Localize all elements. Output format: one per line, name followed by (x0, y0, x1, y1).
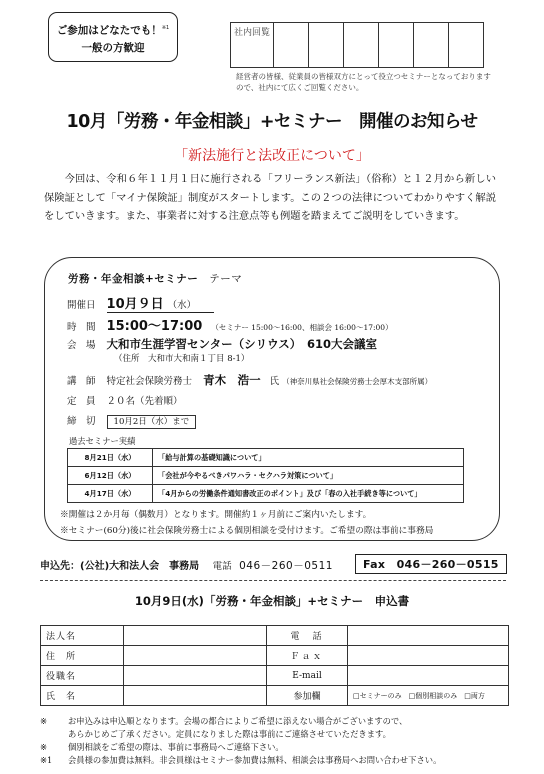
venue-label: 会 場 (67, 340, 96, 351)
email-field[interactable] (348, 666, 509, 686)
past-topic: 「給与計算の基礎知識について」 (153, 449, 464, 467)
past-topic: 「4月からの労働条件通知書改正のポイント」及び「春の入社手続き等について」 (153, 485, 464, 503)
deadline-label: 締 切 (67, 416, 96, 427)
apply-line (40, 557, 500, 573)
date-row (67, 293, 214, 312)
consultation-note: ※セミナー(60分)後に社会保険労務士による個別相談を受付けます。ご希望の際は事前に事務局 (60, 526, 434, 536)
stamp-cell[interactable] (274, 23, 309, 68)
time-note: （セミナー 15:00〜16:00、相談会 16:00〜17:00） (211, 323, 393, 332)
theme-dash: テーマ (198, 273, 243, 285)
application-form (40, 625, 509, 706)
lecturer-row (67, 372, 432, 388)
form-label: 役職名 (41, 666, 124, 686)
stamp-cell[interactable] (309, 23, 344, 68)
capacity-label: 定 員 (67, 396, 96, 407)
badge-line2: 一般の方歓迎 (81, 41, 145, 54)
capacity-value: ２０名（先着順） (106, 396, 183, 407)
form-label: Ｆａｘ (267, 646, 348, 666)
date-label: 開催日 (67, 300, 96, 311)
past-seminars-table (67, 448, 464, 503)
table-row (68, 467, 464, 485)
footnote-mark: ※1 (40, 755, 53, 765)
position-field[interactable] (124, 666, 267, 686)
badge-mark: ※1 (161, 25, 170, 31)
form-row (41, 646, 509, 666)
footnote-text: 個別相談をご希望の際は、事前に事務局へご連絡下さい。 (68, 742, 284, 752)
form-label: 参加欄 (267, 686, 348, 706)
address-field[interactable] (124, 646, 267, 666)
capacity-row (67, 393, 183, 407)
circulation-note: 経営者の皆様、従業員の皆様双方にとって役立つセミナーとなっておりますので、社内にて広くご回覧ください。 (236, 72, 491, 92)
date-value: 10月９日 (106, 297, 164, 312)
stamp-cell[interactable] (449, 23, 484, 68)
stamp-cell[interactable] (344, 23, 379, 68)
apply-label: 申込先：(公社)大和法人会 事務局 (40, 561, 200, 572)
theme-heading (68, 271, 242, 286)
page-title: 10月「労務・年金相談」+セミナー 開催のお知らせ (66, 112, 478, 132)
lecturer-name: 青木 浩一 (203, 373, 261, 387)
footnote-text: あらかじめご了承ください。定員になりました際は事前にご連絡させていただきます。 (68, 729, 391, 739)
deadline-value: 10月2日（水）まで (107, 415, 197, 429)
stamp-cell[interactable] (379, 23, 414, 68)
form-label: 電 話 (267, 626, 348, 646)
footnote-text: 会員様の参加費は無料。非会員様はセミナー参加費は無料、相談会は事務局へお問い合わせ下さい。 (68, 755, 442, 765)
form-label: 氏 名 (41, 686, 124, 706)
tel-label: 電話 (212, 561, 232, 572)
footnote-mark: ※ (40, 716, 47, 726)
circulation-label: 社内回覧 (231, 23, 274, 68)
form-row (41, 666, 509, 686)
fax-number: Fax 046－260－0515 (355, 554, 507, 574)
lecturer-suffix: 氏 (269, 376, 280, 387)
table-row (68, 485, 464, 503)
theme-label: 労務・年金相談+セミナー (68, 273, 199, 285)
past-topic: 「会社が今やるべきパワハラ・セクハラ対策について」 (153, 467, 464, 485)
time-value: 15:00〜17:00 (106, 319, 203, 334)
table-row (68, 449, 464, 467)
deadline-row (67, 413, 196, 427)
company-name-field[interactable] (124, 626, 267, 646)
footnote (40, 728, 391, 741)
past-seminars-label: 過去セミナー実績 (69, 436, 136, 446)
intro-text: 今回は、令和６年１１月１日に施行される「フリーランス新法」（俗称）と１２月から新しい保険証として「マイナ保険証」制度がスタートします。この２つの法律についてわかりやすく解説をしていきます。また、事業者に対する注意点等も例題を踏まえてご説明をしていきます。 (44, 173, 496, 222)
participation-options[interactable]: □セミナーのみ □個別相談のみ □両方 (348, 686, 509, 706)
form-title: 10月9日(水)「労務・年金相談」+セミナー 申込書 (134, 594, 410, 608)
name-field[interactable] (124, 686, 267, 706)
footnote (40, 741, 284, 754)
past-date: 4月17日（水） (68, 485, 153, 503)
lecturer-title: 特定社会保険労務士 (106, 376, 193, 387)
form-label: 住 所 (41, 646, 124, 666)
footnote-text: お申込みは申込順となります。会場の都合によりご希望に添えない場合がございますので、 (68, 716, 408, 726)
venue-address: （住所 大和市大和南１丁目 8-1） (114, 354, 250, 364)
cut-line (40, 580, 506, 581)
venue-value: 大和市生涯学習センター（シリウス） 610大会議室 (106, 337, 377, 351)
fax-field[interactable] (348, 646, 509, 666)
schedule-note: ※開催は２か月毎（偶数月）となります。開催約１ヶ月前にご案内いたします。 (60, 510, 372, 520)
form-label: E-mail (267, 666, 348, 686)
date-day: （水） (167, 300, 197, 311)
welcome-badge (48, 12, 178, 62)
lecturer-org: （神奈川県社会保険労務士会厚木支部所属） (282, 377, 433, 386)
tel-number: 046－260－0511 (239, 560, 333, 572)
time-row (67, 315, 393, 334)
phone-field[interactable] (348, 626, 509, 646)
form-label: 法人名 (41, 626, 124, 646)
form-row (41, 686, 509, 706)
form-row (41, 626, 509, 646)
footnote (40, 715, 407, 728)
past-date: 6月12日（水） (68, 467, 153, 485)
lecturer-label: 講 師 (67, 376, 96, 387)
badge-line1: ご参加はどなたでも！ (56, 24, 162, 37)
circulation-stamp-table (230, 22, 484, 68)
footnote-mark: ※ (40, 742, 47, 752)
past-date: 8月21日（水） (68, 449, 153, 467)
page-subtitle: 「新法施行と法改正について」 (174, 148, 370, 164)
footnote (40, 754, 441, 767)
time-label: 時 間 (67, 322, 96, 333)
venue-row (67, 336, 377, 352)
stamp-cell[interactable] (414, 23, 449, 68)
